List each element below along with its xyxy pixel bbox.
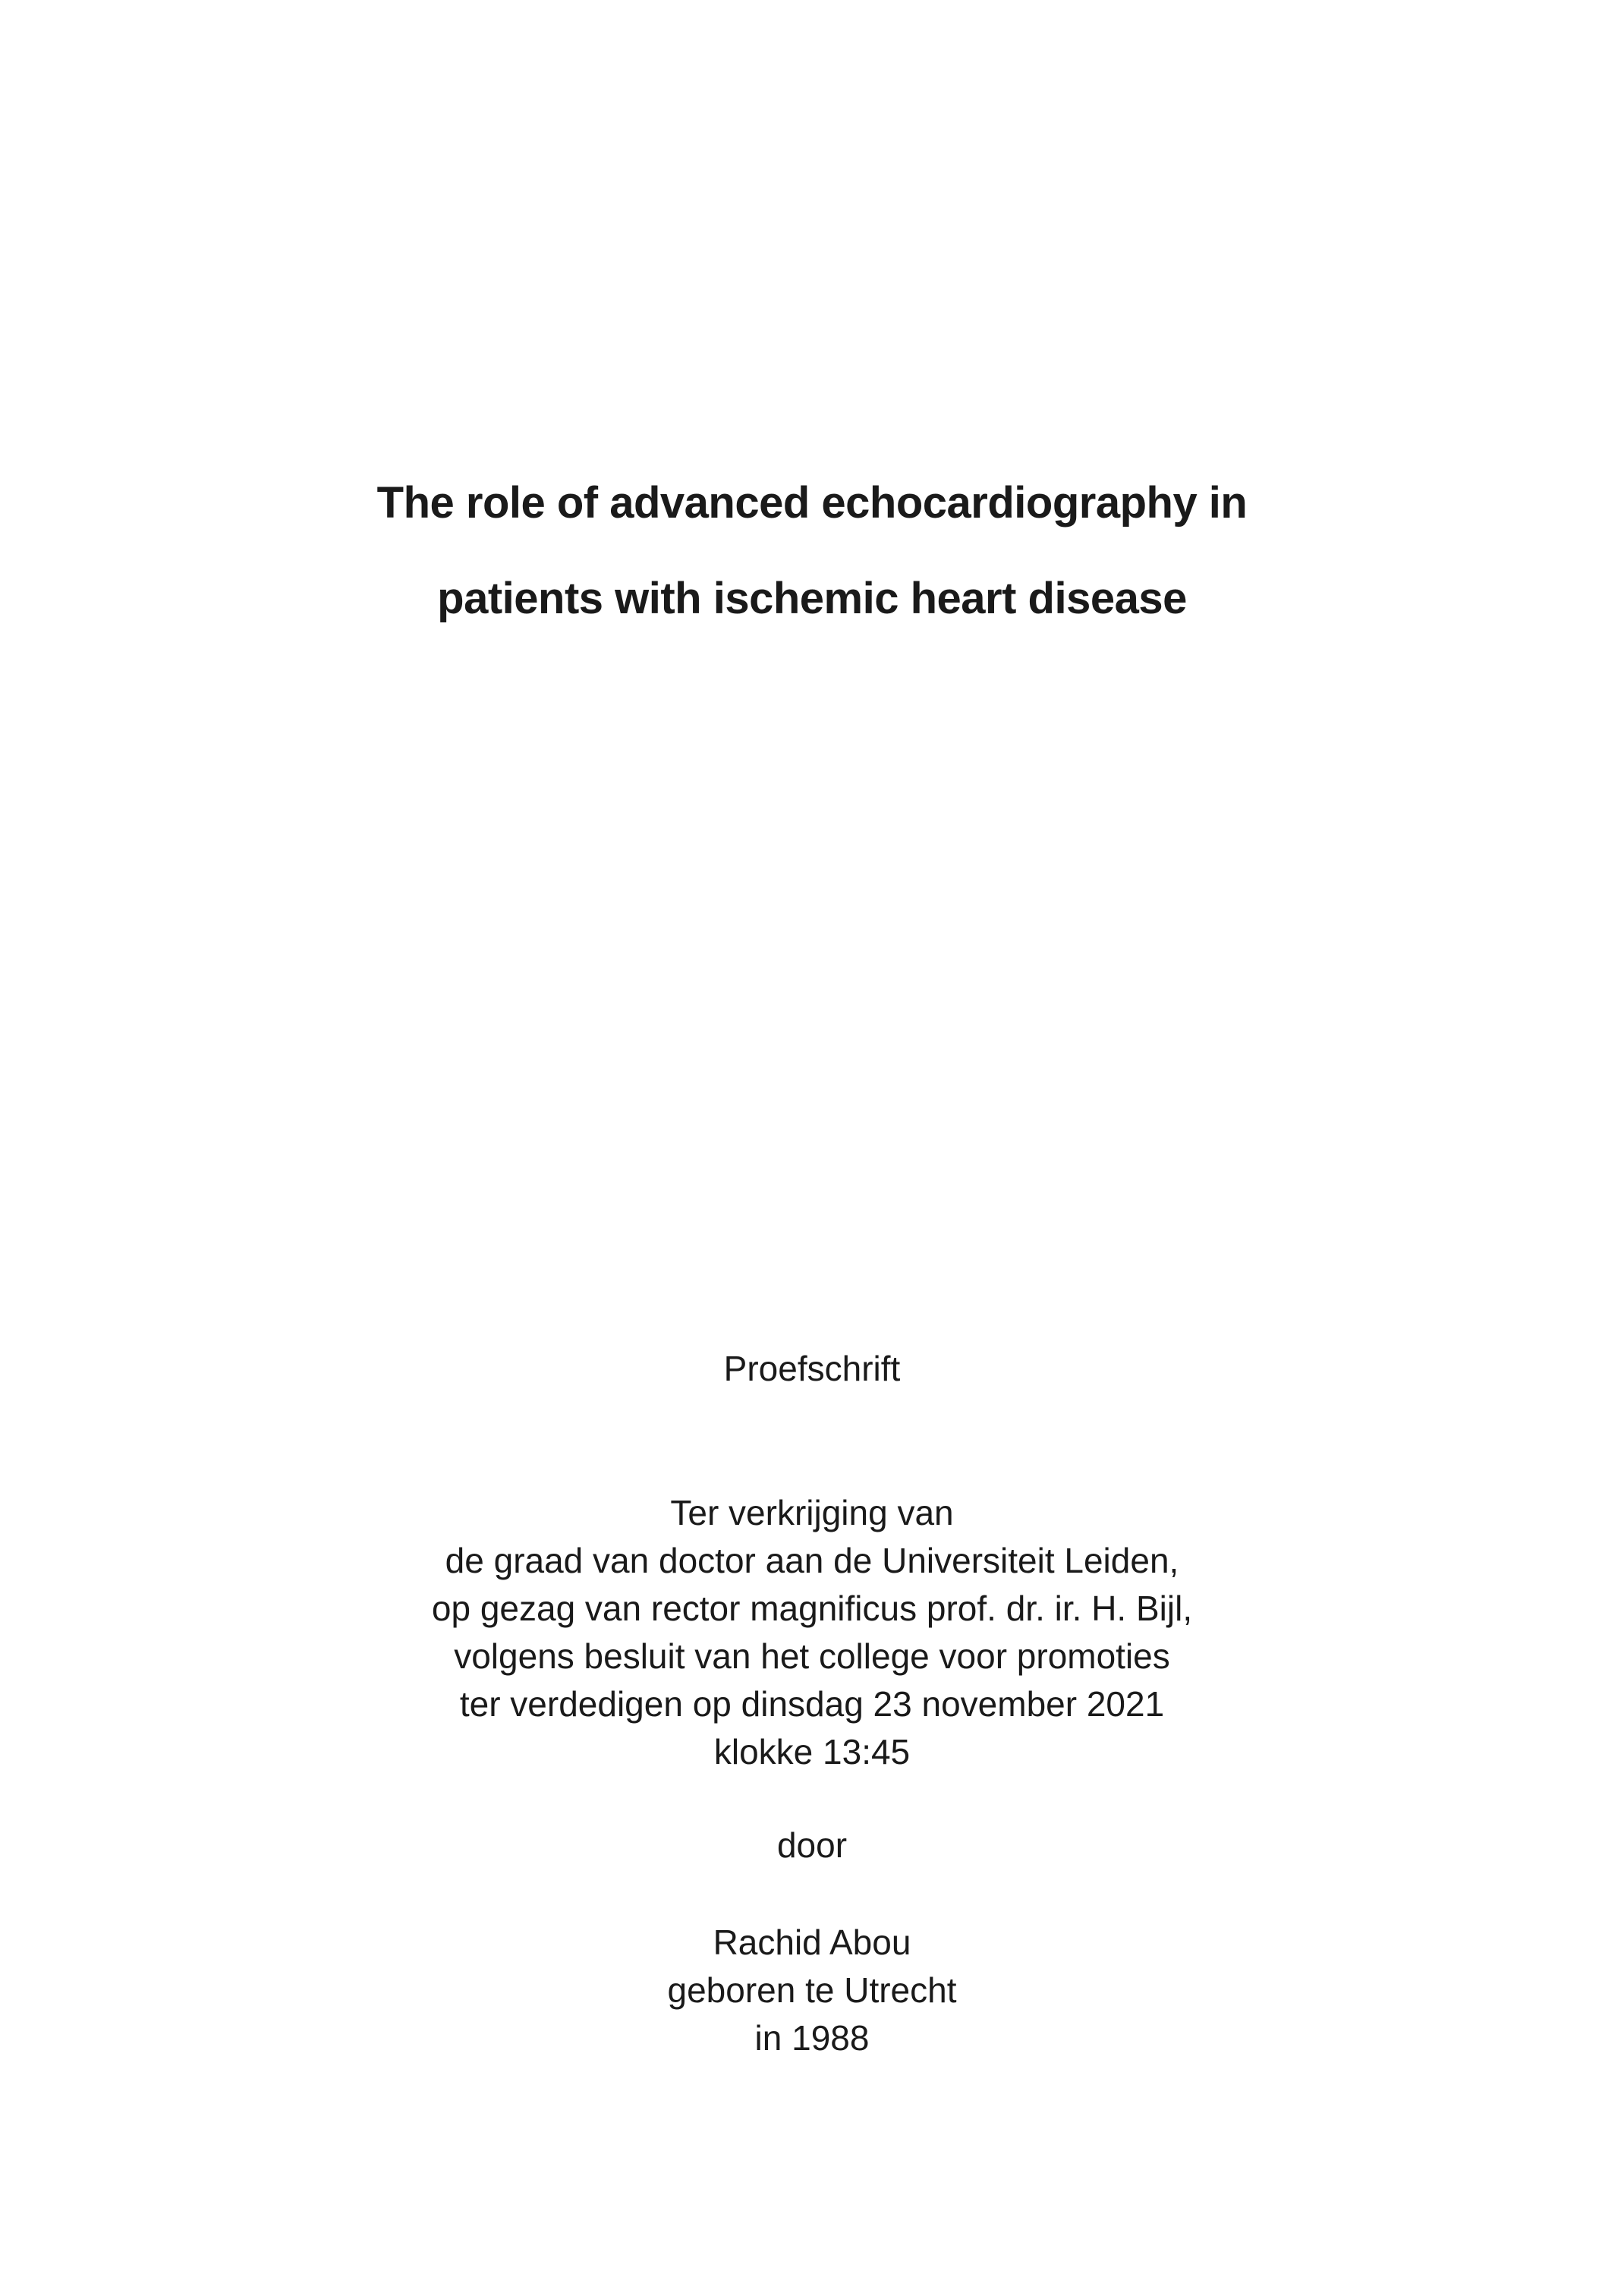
grant-line-2: de graad van doctor aan de Universiteit Leiden, — [445, 1541, 1179, 1580]
thesis-title-line-2: patients with ischemic heart disease — [437, 574, 1187, 623]
by-text: door — [776, 1825, 848, 1865]
author-birthplace: geboren te Utrecht — [667, 1970, 957, 2010]
grant-line-6: klokke 13:45 — [713, 1732, 911, 1772]
by-label — [0, 1822, 1624, 1869]
grant-line-1: Ter verkrijging van — [670, 1493, 954, 1532]
grant-line-3: op gezag van rector magnificus prof. dr. ir. H. Bijl, — [431, 1589, 1193, 1628]
thesis-title-line-1: The role of advanced echocardiography in — [376, 478, 1248, 528]
document-type — [0, 1345, 1624, 1393]
author-name: Rachid Abou — [713, 1923, 911, 1962]
grant-line-4: volgens besluit van het college voor promoties — [454, 1636, 1170, 1676]
document-type-label: Proefschrift — [723, 1349, 901, 1388]
author-block — [0, 1919, 1624, 2062]
author-birthyear: in 1988 — [754, 2018, 870, 2058]
grant-line-5: ter verdedigen op dinsdag 23 november 2021 — [459, 1684, 1165, 1724]
grant-statement — [0, 1489, 1624, 1776]
thesis-title — [0, 455, 1624, 647]
